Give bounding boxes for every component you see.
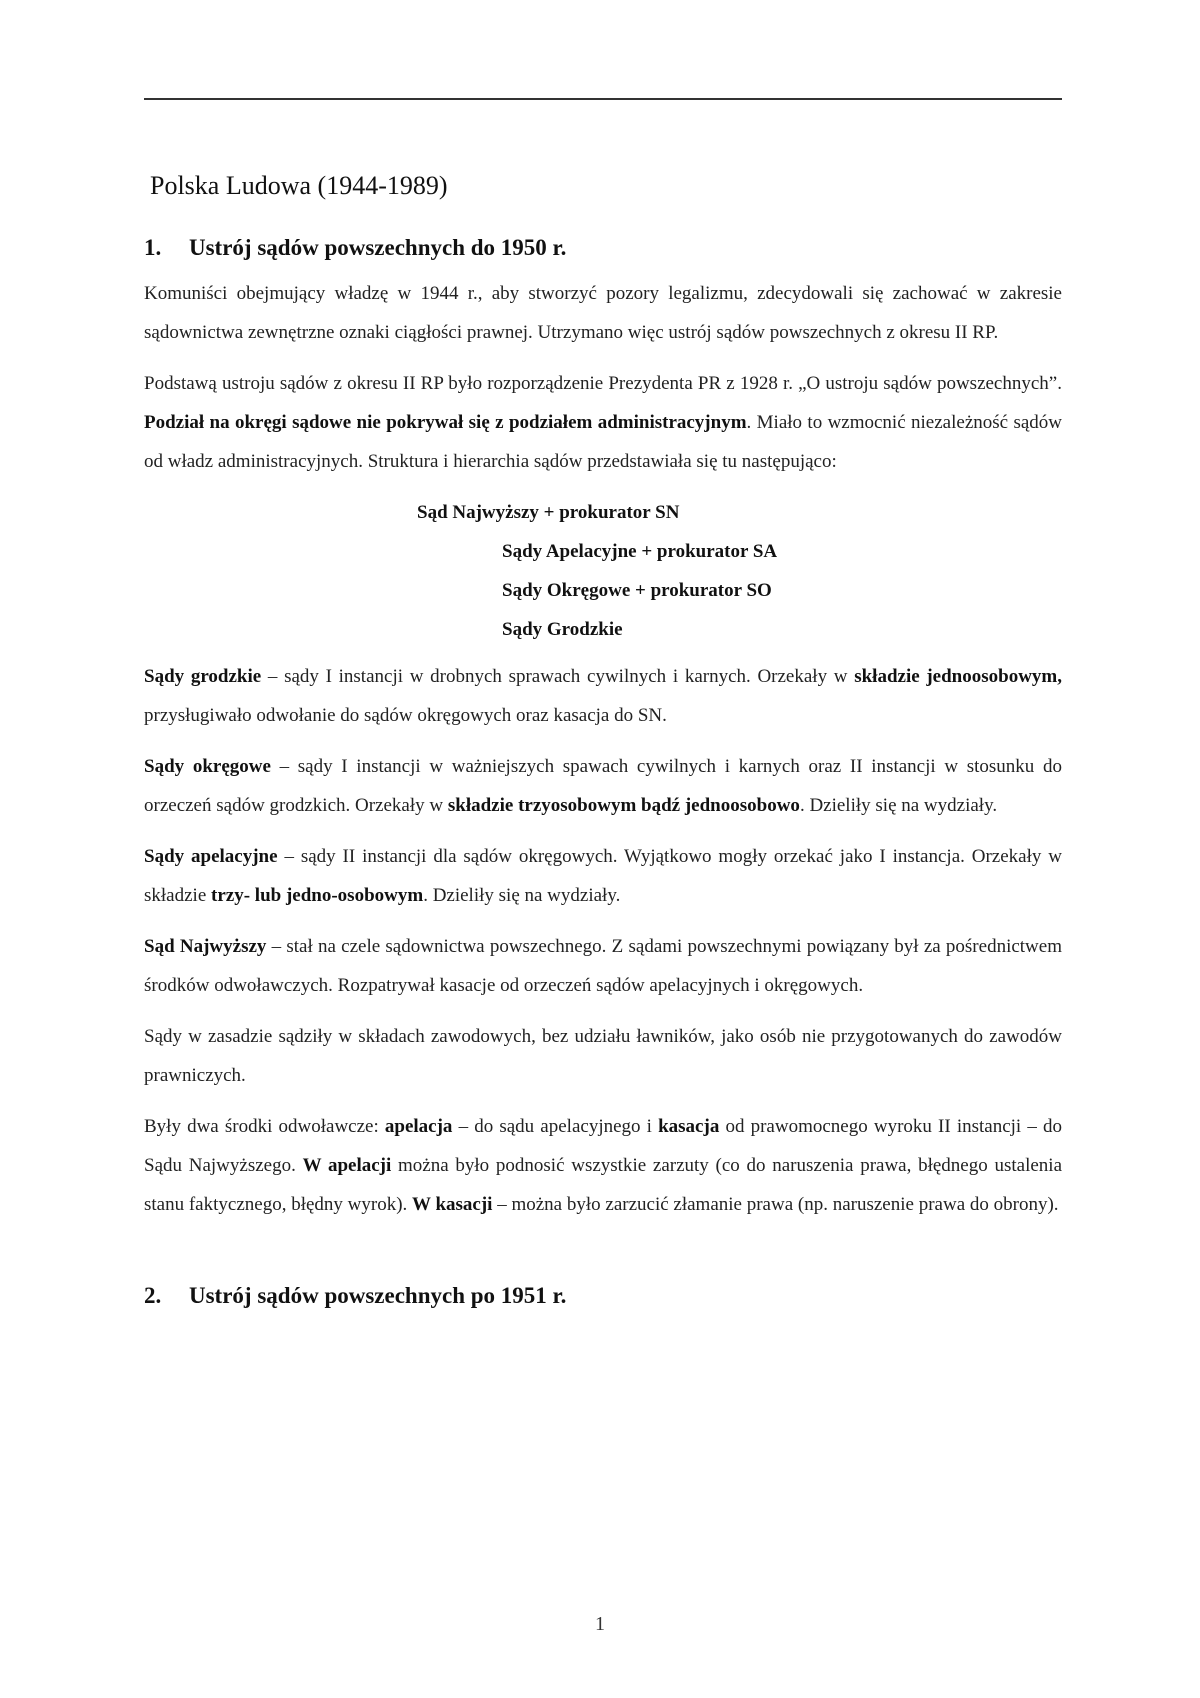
bold-run: Podział na okręgi sądowe nie pokrywał się z podziałem administracyjnym <box>144 412 747 433</box>
hierarchy-item: Sąd Najwyższy + prokurator SN <box>417 502 680 523</box>
bold-run: W apelacji <box>302 1155 392 1176</box>
text-run: Podstawą ustroju sądów z okresu II RP było rozporządzenie Prezydenta PR z 1928 r. „O ustroju sądów powszechnych”. <box>144 373 1062 394</box>
paragraph-sad-najwyzszy <box>144 927 1062 1005</box>
bold-run: składzie jednoosobowym, <box>854 666 1063 687</box>
paragraph-legal-basis <box>144 364 1062 481</box>
text-run: . Miało to wzmocnić niezależność sądów od władz administracyjnych. Struktura i hierarchia sądów przedstawiała się tu następująco: <box>144 412 1062 472</box>
header-rule <box>144 98 1062 100</box>
section-title: Ustrój sądów powszechnych do 1950 r. <box>189 235 567 260</box>
text-run: . Dzieliły się na wydziały. <box>423 885 621 906</box>
bold-run: Sądy grodzkie <box>144 666 262 687</box>
paragraph-okregowe <box>144 747 1062 825</box>
section-number: 2. <box>144 1283 162 1308</box>
text-run: Były dwa środki odwoławcze: <box>144 1116 385 1137</box>
bold-run: Sądy okręgowe <box>144 756 271 777</box>
section-number: 1. <box>144 235 162 260</box>
paragraph-srodki-odwolawcze <box>144 1107 1062 1224</box>
bold-run: apelacja <box>384 1116 453 1137</box>
text-run: – sądy I instancji w drobnych sprawach cywilnych i karnych. Orzekały w <box>261 666 855 687</box>
bold-run: składzie trzyosobowym bądź jednoosobowo <box>447 795 800 816</box>
bold-run: Sąd Najwyższy <box>144 936 267 957</box>
paragraph-apelacyjne <box>144 837 1062 915</box>
section-heading-2 <box>144 1276 1062 1316</box>
text-run: – można było zarzucić złamanie prawa (np. naruszenie prawa do obrony). <box>492 1194 1059 1215</box>
bold-run: W kasacji <box>412 1194 493 1215</box>
text-run: – do sądu apelacyjnego i <box>452 1116 659 1137</box>
text-run: – sądy II instancji dla sądów okręgowych. Wyjątkowo mogły orzekać jako I instancja. Orzekały w składzie <box>144 846 1062 906</box>
text-run: od prawomocnego wyroku II instancji – do Sądu Najwyższego. <box>144 1116 1062 1176</box>
paragraph-lawnicy: Sądy w zasadzie sądziły w składach zawodowych, bez udziału ławników, jako osób nie przygotowanych do zawodów prawniczych. <box>144 1026 1062 1086</box>
document-body <box>144 160 1062 1316</box>
document-title: Polska Ludowa (1944-1989) <box>150 171 448 200</box>
text-run: przysługiwało odwołanie do sądów okręgowych oraz kasacja do SN. <box>144 705 667 726</box>
paragraph-grodzkie <box>144 657 1062 735</box>
court-hierarchy <box>144 493 1062 649</box>
text-run: można było podnosić wszystkie zarzuty (co do naruszenia prawa, błędnego ustalenia stanu faktycznego, błędny wyrok). <box>144 1155 1062 1215</box>
page-number: 1 <box>595 1613 605 1635</box>
hierarchy-item: Sądy Grodzkie <box>502 619 623 640</box>
paragraph-intro: Komuniści obejmujący władzę w 1944 r., aby stworzyć pozory legalizmu, zdecydowali się zachować w zakresie sądownictwa zewnętrzne oznaki ciągłości prawnej. Utrzymano więc ustrój sądów powszechnych z okresu II RP. <box>144 283 1062 343</box>
text-run: – stał na czele sądownictwa powszechnego. Z sądami powszechnymi powiązany był za pośrednictwem środków odwoławczych. Rozpatrywał kasacje od orzeczeń sądów apelacyjnych i okręgowych. <box>144 936 1062 996</box>
section-heading-1 <box>144 228 1062 268</box>
hierarchy-item: Sądy Apelacyjne + prokurator SA <box>502 541 778 562</box>
hierarchy-item: Sądy Okręgowe + prokurator SO <box>502 580 772 601</box>
bold-run: trzy- lub jedno-osobowym <box>211 885 424 906</box>
text-run: – sądy I instancji w ważniejszych spawach cywilnych i karnych oraz II instancji w stosunku do orzeczeń sądów grodzkich. Orzekały w <box>144 756 1062 816</box>
text-run: . Dzieliły się na wydziały. <box>799 795 998 816</box>
bold-run: kasacja <box>658 1116 720 1137</box>
bold-run: Sądy apelacyjne <box>144 846 278 867</box>
section-title: Ustrój sądów powszechnych po 1951 r. <box>189 1283 567 1308</box>
